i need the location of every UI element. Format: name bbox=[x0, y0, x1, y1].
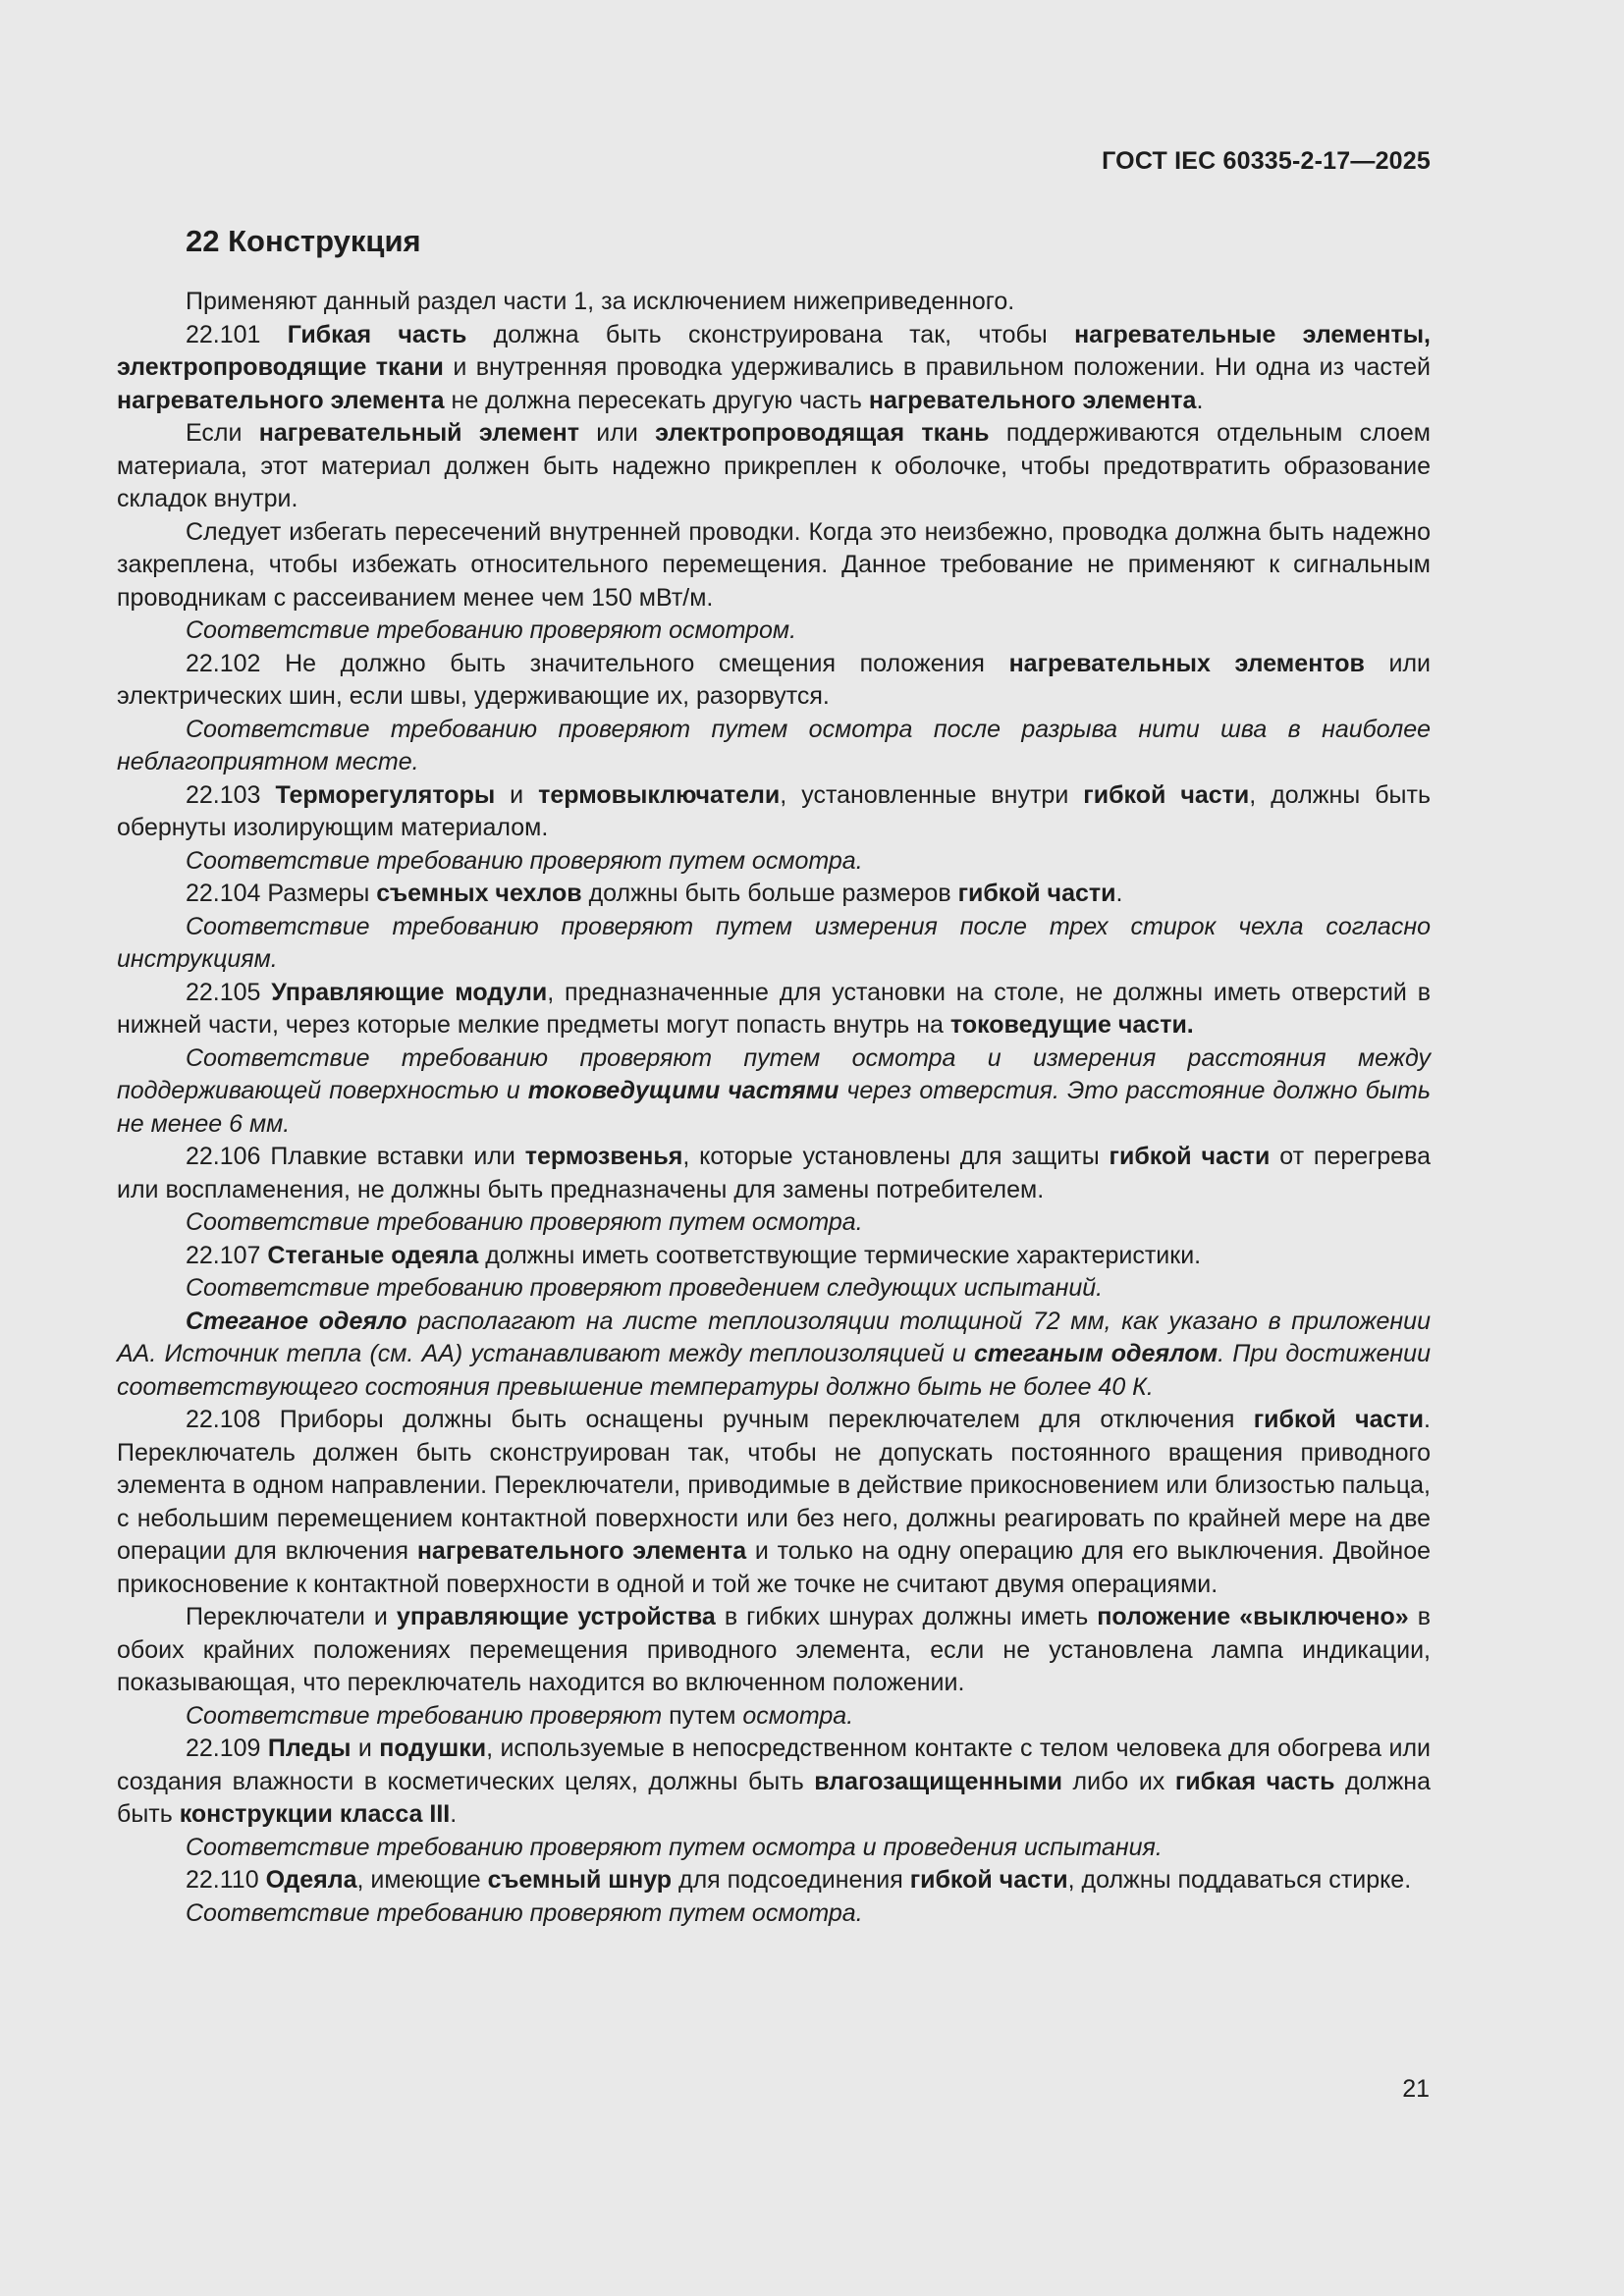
term-text: гибкой части bbox=[1109, 1143, 1271, 1170]
body-text: или электрических шин, если швы, удерживающие их, разорвутся. bbox=[117, 649, 1431, 710]
term-text: подушки bbox=[379, 1735, 487, 1762]
paragraph bbox=[117, 1141, 1431, 1206]
body-text: в обоих крайних положениях перемещения приводного элемента, если не установлена лампа индикации, показывающая, что переключатель находится во включенном положении. bbox=[117, 1603, 1431, 1696]
body-text: или bbox=[578, 419, 656, 447]
term-text: нагревательный элемент bbox=[258, 419, 579, 447]
paragraph bbox=[117, 1272, 1431, 1306]
term-text: гибкой части bbox=[1083, 780, 1250, 809]
paragraph bbox=[117, 1700, 1431, 1734]
body-text: должны быть больше размеров bbox=[581, 880, 958, 907]
paragraph bbox=[117, 1897, 1431, 1931]
body-text: . bbox=[1196, 386, 1204, 414]
term-text: нагревательного элемента bbox=[416, 1537, 747, 1565]
body-text: , должны поддаваться стирке. bbox=[1067, 1866, 1412, 1894]
body-text: 22.105 bbox=[186, 978, 272, 1006]
paragraph bbox=[117, 1733, 1431, 1832]
term-text: нагревательные элементы, электропроводящие ткани bbox=[117, 320, 1432, 381]
paragraph bbox=[117, 1404, 1431, 1601]
paragraph bbox=[117, 286, 1431, 319]
paragraph bbox=[117, 319, 1431, 418]
body-text: Следует избегать пересечений внутренней проводки. Когда это неизбежно, проводка должна быть надежно закреплена, чтобы избежать относительного перемещения. Данное требование не применяют к сигнальным проводникам с рассеиванием менее чем 150 мВт/м. bbox=[117, 517, 1431, 612]
section-title: 22 Конструкция bbox=[186, 224, 421, 258]
term-text: термозвенья bbox=[524, 1143, 683, 1170]
term-text: положение «выключено» bbox=[1097, 1603, 1409, 1630]
body-text: Соответствие требованию проверяют проведением следующих испытаний. bbox=[186, 1274, 1104, 1302]
body-text: . bbox=[1115, 880, 1123, 907]
body-text: Соответствие требованию проверяют путем осмотра. bbox=[186, 846, 863, 875]
paragraph bbox=[117, 878, 1431, 911]
body-text: Соответствие требованию проверяют путем измерения после трех стирок чехла согласно инструкциям. bbox=[117, 912, 1431, 973]
body-text: либо их bbox=[1061, 1767, 1175, 1795]
term-text: Стеганое одеяло bbox=[186, 1307, 407, 1335]
body-text: и bbox=[495, 780, 539, 809]
body-text: через отверстия. Это расстояние должно быть не менее 6 мм. bbox=[117, 1077, 1431, 1138]
term-text: стеганым одеялом bbox=[974, 1340, 1218, 1367]
term-text: нагревательных элементов bbox=[1008, 649, 1365, 677]
body-text: , имеющие bbox=[356, 1866, 488, 1894]
body-text: и внутренняя проводка удерживались в правильном положении. Ни одна из частей bbox=[443, 353, 1431, 381]
body-text: и только на одну операцию для его выключения. Двойное прикосновение к контактной поверхности в одной и той же точке не считают двумя операциями. bbox=[117, 1537, 1432, 1598]
paragraph bbox=[117, 779, 1431, 845]
paragraph bbox=[117, 648, 1431, 714]
term-text: влагозащищенными bbox=[814, 1767, 1062, 1795]
body-text: 22.103 bbox=[186, 780, 276, 809]
paragraph bbox=[117, 1864, 1431, 1897]
term-text: Стеганые одеяла bbox=[267, 1241, 479, 1269]
term-text: Пледы bbox=[267, 1735, 352, 1762]
term-text: съемный шнур bbox=[487, 1866, 673, 1894]
body-text: Применяют данный раздел части 1, за исключением нижеприведенного. bbox=[186, 288, 1015, 315]
term-text: съемных чехлов bbox=[376, 880, 582, 907]
paragraph bbox=[117, 1240, 1431, 1273]
body-text: Если bbox=[186, 419, 259, 447]
body-text: , установленные внутри bbox=[780, 780, 1084, 809]
paragraph bbox=[117, 417, 1431, 516]
term-text: электропроводящая ткань bbox=[655, 419, 990, 447]
paragraph bbox=[117, 845, 1431, 879]
body-text: Соответствие требованию проверяют путем осмотра и измерения расстояния между поддерживающей поверхностью и bbox=[117, 1043, 1431, 1104]
body-text: , должны быть обернуты изолирующим материалом. bbox=[117, 780, 1431, 841]
body-text: , предназначенные для установки на столе, не должны иметь отверстий в нижней части, через которые мелкие предметы могут попасть внутрь на bbox=[117, 978, 1431, 1039]
body-text: должны иметь соответствующие термические характеристики. bbox=[478, 1241, 1202, 1269]
body-text: . При достижении соответствующего состояния превышение температуры должно быть не более 40 К. bbox=[117, 1340, 1431, 1401]
term-text: Гибкая часть bbox=[287, 320, 467, 348]
paragraph bbox=[117, 1206, 1431, 1240]
paragraph bbox=[117, 614, 1431, 648]
body-text: должна быть сконструирована так, чтобы bbox=[466, 320, 1075, 348]
term-text: Управляющие модули bbox=[271, 978, 548, 1006]
body-text: путем bbox=[669, 1701, 743, 1730]
section-body bbox=[117, 286, 1431, 1930]
term-text: Одеяла bbox=[265, 1866, 357, 1894]
term-text: гибкая часть bbox=[1174, 1767, 1335, 1795]
body-text: в гибких шнурах должны иметь bbox=[715, 1603, 1098, 1630]
term-text: Терморегуляторы bbox=[275, 780, 496, 809]
paragraph bbox=[117, 1306, 1431, 1405]
body-text: осмотра. bbox=[742, 1701, 854, 1730]
paragraph bbox=[117, 714, 1431, 779]
body-text: , используемые в непосредственном контакте с телом человека для обогрева или создания влажности в косметических целях, должны быть bbox=[117, 1735, 1431, 1795]
body-text: от перегрева или воспламенения, не должны быть предназначены для замены потребителем. bbox=[117, 1143, 1431, 1203]
body-text: Переключатели и bbox=[186, 1603, 397, 1630]
body-text: для подсоединения bbox=[672, 1866, 910, 1894]
body-text: 22.106 Плавкие вставки или bbox=[186, 1143, 525, 1170]
term-text: термовыключатели bbox=[538, 780, 781, 809]
body-text: 22.107 bbox=[186, 1241, 268, 1269]
term-text: токоведущими частями bbox=[527, 1077, 839, 1104]
body-text: должна быть bbox=[117, 1767, 1432, 1828]
body-text: . bbox=[450, 1800, 458, 1828]
body-text: не должна пересекать другую часть bbox=[444, 386, 869, 414]
term-text: гибкой части bbox=[957, 880, 1116, 907]
body-text: 22.101 bbox=[186, 320, 288, 348]
body-text: 22.109 bbox=[186, 1735, 268, 1762]
body-text: Соответствие требованию проверяют путем осмотра. bbox=[186, 1208, 863, 1236]
term-text: конструкции класса III bbox=[179, 1800, 451, 1828]
body-text: Соответствие требованию проверяют путем осмотра и проведения испытания. bbox=[186, 1833, 1163, 1861]
body-text: 22.110 bbox=[186, 1866, 266, 1894]
paragraph bbox=[117, 1042, 1431, 1142]
body-text: Соответствие требованию проверяют путем осмотра. bbox=[186, 1898, 863, 1927]
body-text: , которые установлены для защиты bbox=[682, 1143, 1110, 1170]
body-text: 22.108 Приборы должны быть оснащены ручным переключателем для отключения bbox=[186, 1406, 1254, 1433]
term-text: управляющие устройства bbox=[396, 1603, 716, 1630]
page-number: 21 bbox=[1402, 2075, 1430, 2103]
paragraph bbox=[117, 516, 1431, 615]
paragraph bbox=[117, 977, 1431, 1042]
term-text: токоведущие части. bbox=[949, 1011, 1194, 1039]
body-text: 22.102 Не должно быть значительного смещения положения bbox=[186, 649, 1009, 677]
body-text: поддерживаются отдельным слоем материала, этот материал должен быть надежно прикреплен к оболочке, чтобы предотвратить образование складок внутри. bbox=[117, 419, 1431, 512]
paragraph bbox=[117, 911, 1431, 977]
body-text: . Переключатель должен быть сконструирован так, чтобы не допускать постоянного вращения приводного элемента в одном направлении. Переключатели, приводимые в действие прикосновением или близостью пальца, с небольшим перемещением контактной поверхности или без него, должны реагировать по крайней мере на две операции для включения bbox=[117, 1406, 1431, 1565]
term-text: нагревательного элемента bbox=[117, 386, 445, 414]
body-text: располагают на листе теплоизоляции толщиной 72 мм, как указано в приложении АА. Источник тепла (см. АА) устанавливают между теплоизоляцией и bbox=[117, 1307, 1431, 1367]
paragraph bbox=[117, 1832, 1431, 1865]
document-code-header: ГОСТ IEC 60335-2-17—2025 bbox=[1102, 147, 1431, 175]
body-text: и bbox=[351, 1735, 380, 1762]
body-text: Соответствие требованию проверяют осмотром. bbox=[186, 616, 797, 644]
term-text: гибкой части bbox=[1253, 1406, 1425, 1433]
body-text: Соответствие требованию проверяют bbox=[186, 1701, 670, 1730]
body-text: Соответствие требованию проверяют путем осмотра после разрыва нити шва в наиболее неблагоприятном месте. bbox=[117, 715, 1431, 775]
term-text: нагревательного элемента bbox=[868, 386, 1197, 414]
term-text: гибкой части bbox=[909, 1866, 1068, 1894]
paragraph bbox=[117, 1601, 1431, 1700]
body-text: 22.104 Размеры bbox=[186, 880, 377, 907]
